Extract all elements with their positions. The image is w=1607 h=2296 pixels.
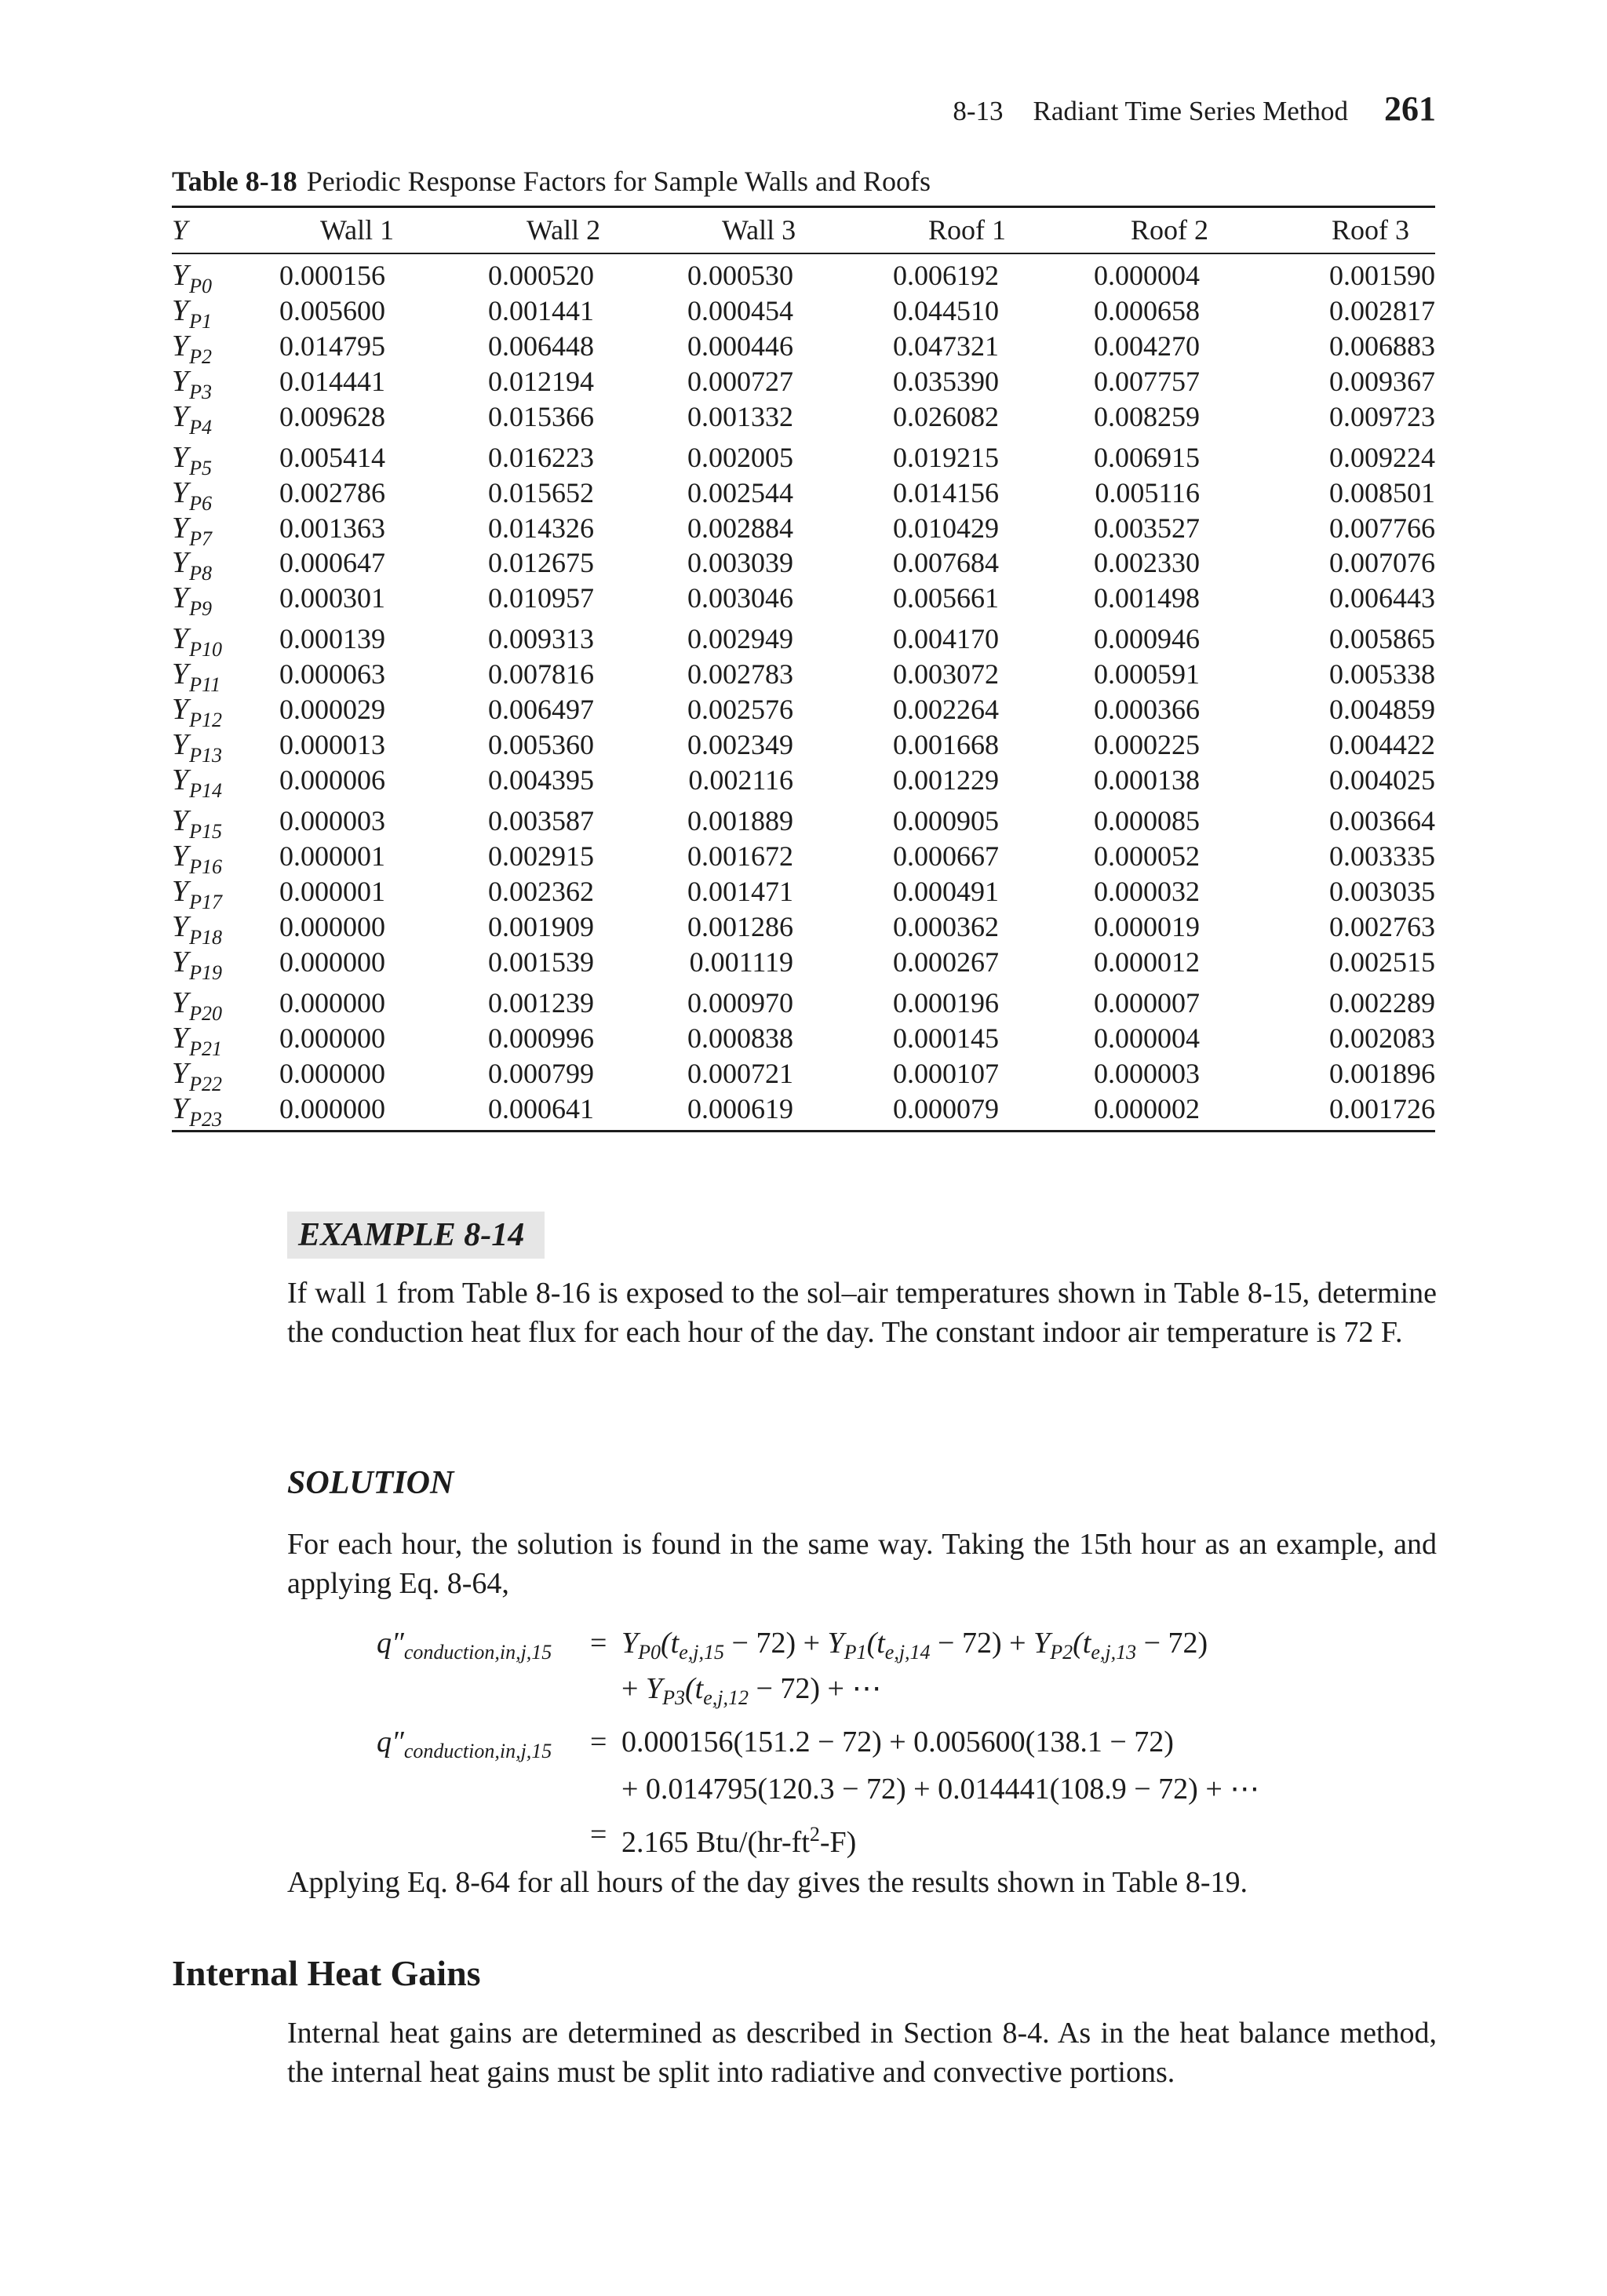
eq-subscript: P2 [1050,1641,1073,1664]
table-cell: 0.002576 [687,694,793,726]
eq-term: + [621,1672,646,1705]
table-cell: 0.005414 [279,441,385,473]
table-cell: 0.000001 [279,840,385,872]
row-label-symbol: Y [172,986,189,1019]
table-cell: 0.001363 [279,512,385,544]
table-cell: 0.000454 [687,294,793,326]
row-label-symbol: Y [172,728,189,762]
table-cell: 0.001539 [488,946,594,978]
table-cell: 0.001119 [689,946,793,978]
eq-term: (t [866,1627,885,1660]
row-label-subscript: P3 [189,380,213,403]
table-cell: 0.002915 [488,840,594,872]
running-header [953,89,1436,129]
table-cell: 0.000996 [488,1022,594,1054]
table-row-label [172,329,213,368]
table-row-label [172,259,213,297]
table-row-label [172,764,223,802]
eq-term: (t [661,1627,680,1660]
table-row-label [172,1092,223,1131]
row-label-symbol: Y [172,909,189,943]
table-cell: 0.000000 [279,1057,385,1089]
table-cell: 0.002005 [687,441,793,473]
table-cell: 0.003587 [488,805,594,837]
table-cell: 0.000138 [1094,764,1200,796]
equation-2-line-2: + 0.014795(120.3 − 72) + 0.014441(108.9 − 72) + ⋯ [621,1773,1260,1806]
row-label-symbol: Y [172,840,189,873]
equation-1-lhs [377,1624,552,1671]
table-cell: 0.000032 [1094,875,1200,907]
eq-term: (t [684,1672,704,1705]
table-cell: 0.002786 [279,476,385,508]
table-cell: 0.035390 [893,365,999,397]
table-cell: 0.009367 [1329,365,1435,397]
table-col-header: Wall 2 [527,214,601,246]
table-cell: 0.000002 [1094,1092,1200,1124]
equation-1-equals: = [590,1627,607,1660]
table-cell: 0.002783 [687,658,793,691]
table-cell: 0.047321 [893,330,999,362]
eq-term: − 72) + ⋯ [756,1672,882,1705]
table-cell: 0.000004 [1094,260,1200,291]
table-title: Periodic Response Factors for Sample Walls and Roofs [306,166,931,197]
table-col-header: Wall 3 [722,214,796,246]
table-top-rule [172,206,1435,208]
table-col-header: Roof 3 [1332,214,1409,246]
table-row-label [172,476,213,515]
table-cell: 0.000196 [893,986,999,1019]
table-cell: 0.001332 [687,400,793,432]
eq-subscript: conduction,in,j,15 [403,1641,552,1664]
table-cell: 0.000156 [279,260,385,291]
row-label-symbol: Y [172,476,189,509]
table-cell: 0.004395 [488,764,594,796]
table-cell: 0.002264 [893,694,999,726]
eq-term: Y [1033,1627,1051,1660]
table-cell: 0.001498 [1094,582,1200,614]
table-cell: 0.044510 [893,294,999,326]
row-label-symbol: Y [172,804,189,838]
table-cell: 0.005865 [1329,623,1435,655]
table-cell: 0.006443 [1329,582,1435,614]
table-cell: 0.000003 [279,805,385,837]
row-label-subscript: P18 [189,925,223,949]
table-cell: 0.007684 [893,547,999,579]
table-cell: 0.007757 [1094,365,1200,397]
solution-text: For each hour, the solution is found in the same way. Taking the 15th hour as an example, and applying Eq. 8-64, [287,1528,1437,1600]
table-cell: 0.000301 [279,582,385,614]
row-label-subscript: P8 [189,562,213,585]
table-cell: 0.014441 [279,365,385,397]
row-label-symbol: Y [172,945,189,979]
table-cell: 0.008501 [1329,476,1435,508]
table-cell: 0.000001 [279,875,385,907]
table-cell: 0.000838 [687,1022,793,1054]
row-label-symbol: Y [172,1056,189,1090]
header-section-number: 8-13 [953,96,1004,126]
row-label-symbol: Y [172,581,189,615]
table-cell: 0.007076 [1329,547,1435,579]
table-cell: 0.000139 [279,623,385,655]
row-label-symbol: Y [172,874,189,908]
table-cell: 0.001441 [488,294,594,326]
row-label-symbol: Y [172,293,189,327]
row-label-subscript: P6 [189,491,213,515]
table-cell: 0.026082 [893,400,999,432]
table-cell: 0.005360 [488,729,594,761]
table-cell: 0.000225 [1094,729,1200,761]
row-label-subscript: P17 [189,890,223,913]
table-cell: 0.010429 [893,512,999,544]
equation-2-lhs [377,1723,552,1770]
eq-term: − 72) [1143,1627,1208,1660]
table-cell: 0.004025 [1329,764,1435,796]
equation-2-line-1: 0.000156(151.2 − 72) + 0.005600(138.1 − 72) [621,1726,1174,1758]
table-cell: 0.006497 [488,694,594,726]
table-cell: 0.000799 [488,1057,594,1089]
eq-term: Y [645,1672,663,1705]
row-label-subscript: P16 [189,855,223,878]
eq-superscript: 2 [809,1823,820,1846]
row-label-symbol: Y [172,546,189,580]
eq-term: Y [827,1627,844,1660]
table-cell: 0.014156 [893,476,999,508]
table-cell: 0.004170 [893,623,999,655]
row-label-subscript: P15 [189,820,223,844]
table-cell: 0.000667 [893,840,999,872]
table-row-label [172,364,213,403]
table-row-label [172,728,223,767]
eq-subscript: e,j,15 [679,1641,725,1664]
row-label-symbol: Y [172,622,189,656]
table-cell: 0.002515 [1329,946,1435,978]
table-label: Table 8-18 [172,166,297,197]
table-cell: 0.009313 [488,623,594,655]
table-cell: 0.000063 [279,658,385,691]
table-cell: 0.000052 [1094,840,1200,872]
table-cell: 0.000019 [1094,910,1200,942]
row-label-symbol: Y [172,511,189,545]
table-cell: 0.005661 [893,582,999,614]
table-cell: 0.004859 [1329,694,1435,726]
solution-heading: SOLUTION [287,1465,454,1501]
table-cell: 0.000267 [893,946,999,978]
table-row-label [172,909,223,949]
table-row-label [172,874,223,913]
table-cell: 0.010957 [488,582,594,614]
table-cell: 0.000004 [1094,1022,1200,1054]
table-cell: 0.000721 [687,1057,793,1089]
table-cell: 0.014326 [488,512,594,544]
header-section-title: Radiant Time Series Method [1033,96,1348,126]
table-row-label [172,581,213,621]
section-paragraph: Internal heat gains are determined as described in Section 8-4. As in the heat balance method, the internal heat gains must be split into radiative and convective portions. [287,2017,1437,2089]
table-cell: 0.000013 [279,729,385,761]
table-col-header: Roof 2 [1131,214,1208,246]
table-cell: 0.006192 [893,260,999,291]
table-row-label [172,840,223,878]
equation-1-line-2 [621,1670,881,1717]
table-col-header: Wall 1 [320,214,395,246]
row-label-subscript: P14 [189,779,223,802]
table-cell: 0.003072 [893,658,999,691]
table-cell: 0.003664 [1329,805,1435,837]
row-label-subscript: P0 [189,275,213,297]
row-label-symbol: Y [172,658,189,691]
table-cell: 0.000003 [1094,1057,1200,1089]
table-cell: 0.006915 [1094,441,1200,473]
table-cell: 0.001896 [1329,1057,1435,1089]
table-cell: 0.005338 [1329,658,1435,691]
table-row-header: Y [172,214,188,246]
row-label-subscript: P1 [189,309,213,333]
table-cell: 0.002544 [687,476,793,508]
table-cell: 0.003527 [1094,512,1200,544]
row-label-subscript: P2 [189,344,213,368]
table-cell: 0.001726 [1329,1092,1435,1124]
row-label-subscript: P22 [189,1072,223,1095]
equation-1-line-1 [621,1624,1208,1671]
table-cell: 0.005116 [1095,476,1200,508]
table-cell: 0.000085 [1094,805,1200,837]
eq-subscript: P0 [638,1641,661,1664]
table-cell: 0.000012 [1094,946,1200,978]
table-cell: 0.002763 [1329,910,1435,942]
equation-2-result [621,1816,856,1861]
table-cell: 0.015366 [488,400,594,432]
table-cell: 0.000000 [279,1092,385,1124]
table-cell: 0.009628 [279,400,385,432]
table-cell: 0.007816 [488,658,594,691]
table-cell: 0.001889 [687,805,793,837]
table-cell: 0.001909 [488,910,594,942]
table-cell: 0.002817 [1329,294,1435,326]
table-cell: 0.000491 [893,875,999,907]
eq-subscript: conduction,in,j,15 [403,1740,552,1762]
row-label-subscript: P13 [189,744,223,767]
row-label-symbol: Y [172,329,189,363]
table-row-label [172,1056,223,1095]
table-cell: 0.002362 [488,875,594,907]
table-row-label [172,546,213,585]
table-cell: 0.000727 [687,365,793,397]
table-cell: 0.000591 [1094,658,1200,691]
table-cell: 0.000446 [687,330,793,362]
table-cell: 0.000530 [687,260,793,291]
table-cell: 0.001239 [488,986,594,1019]
table-cell: 0.000007 [1094,986,1200,1019]
row-label-symbol: Y [172,1021,189,1055]
eq-subscript: P1 [844,1641,867,1664]
table-row-label [172,1021,223,1060]
table-cell: 0.012675 [488,547,594,579]
table-cell: 0.000145 [893,1022,999,1054]
table-cell: 0.009224 [1329,441,1435,473]
eq-term: -F) [819,1826,857,1859]
row-label-symbol: Y [172,440,189,474]
row-label-symbol: Y [172,364,189,398]
table-row-label [172,293,213,333]
eq-subscript: e,j,14 [884,1641,931,1664]
table-cell: 0.002884 [687,512,793,544]
table-cell: 0.001229 [893,764,999,796]
row-label-subscript: P21 [189,1037,223,1060]
table-cell: 0.004270 [1094,330,1200,362]
row-label-symbol: Y [172,764,189,796]
table-cell: 0.006883 [1329,330,1435,362]
row-label-subscript: P4 [189,415,213,439]
table-cell: 0.000905 [893,805,999,837]
table-row-label [172,399,213,439]
table-cell: 0.012194 [488,365,594,397]
row-label-symbol: Y [172,399,189,433]
equation-2-equals-result: = [590,1818,607,1851]
table-cell: 0.000362 [893,910,999,942]
row-label-subscript: P23 [189,1107,223,1131]
page-number: 261 [1384,89,1436,128]
table-cell: 0.003035 [1329,875,1435,907]
table-cell: 0.001590 [1329,260,1435,291]
row-label-symbol: Y [172,259,189,292]
row-label-subscript: P9 [189,597,213,621]
table-row-label [172,804,223,844]
table-cell: 0.001672 [687,840,793,872]
table-row-label [172,986,223,1025]
eq-subscript: P3 [662,1686,685,1709]
table-header-rule [172,253,1435,254]
example-label: EXAMPLE 8-14 [298,1217,525,1253]
section-heading: Internal Heat Gains [172,1953,481,1993]
table-cell: 0.008259 [1094,400,1200,432]
row-label-symbol: Y [172,693,189,727]
table-cell: 0.009723 [1329,400,1435,432]
table-caption [172,165,931,198]
table-cell: 0.000520 [488,260,594,291]
table-cell: 0.000029 [279,694,385,726]
row-label-subscript: P12 [189,709,223,732]
table-cell: 0.000641 [488,1092,594,1124]
table-cell: 0.007766 [1329,512,1435,544]
table-cell: 0.000000 [279,946,385,978]
row-label-symbol: Y [172,1092,189,1125]
table-cell: 0.003335 [1329,840,1435,872]
table-cell: 0.000658 [1094,294,1200,326]
table-cell: 0.000006 [279,764,385,796]
eq-subscript: e,j,12 [703,1686,749,1709]
eq-term: 2.165 Btu/(hr-ft [621,1826,810,1859]
table-col-header: Roof 1 [928,214,1006,246]
row-label-subscript: P11 [189,673,221,697]
table-row-label [172,622,223,661]
table-cell: 0.000107 [893,1057,999,1089]
table-cell: 0.000000 [279,986,385,1019]
eq-term: − 72) + [731,1627,828,1660]
example-conclusion: Applying Eq. 8-64 for all hours of the day gives the results shown in Table 8-19. [287,1866,1248,1899]
table-cell: 0.002949 [687,623,793,655]
table-row-label [172,511,213,550]
table-cell: 0.002330 [1094,547,1200,579]
eq-subscript: e,j,13 [1091,1641,1137,1664]
eq-symbol-q: q″ [377,1726,404,1758]
table-cell: 0.000647 [279,547,385,579]
eq-term: (t [1073,1627,1091,1660]
table-row-label [172,693,223,732]
table-cell: 0.002116 [688,764,793,796]
table-cell: 0.000079 [893,1092,999,1124]
table-row-label [172,945,223,984]
table-cell: 0.000619 [687,1092,793,1124]
table-cell: 0.002349 [687,729,793,761]
table-cell: 0.000970 [687,986,793,1019]
table-cell: 0.015652 [488,476,594,508]
table-cell: 0.019215 [893,441,999,473]
table-bottom-rule [172,1130,1435,1132]
eq-term: − 72) + [938,1627,1034,1660]
table-cell: 0.001471 [687,875,793,907]
table-cell: 0.005600 [279,294,385,326]
table-cell: 0.003039 [687,547,793,579]
table-cell: 0.006448 [488,330,594,362]
row-label-subscript: P19 [189,960,223,984]
equation-2-equals: = [590,1726,607,1758]
table-cell: 0.000000 [279,910,385,942]
table-cell: 0.004422 [1329,729,1435,761]
table-cell: 0.002289 [1329,986,1435,1019]
example-problem-text: If wall 1 from Table 8-16 is exposed to the sol–air temperatures shown in Table 8-15, determine the conduction heat flux for each hour of the day. The constant indoor air temperature is 72 F. [287,1277,1437,1349]
table-cell: 0.000000 [279,1022,385,1054]
table-cell: 0.000946 [1094,623,1200,655]
row-label-subscript: P7 [189,527,213,550]
eq-symbol-q: q″ [377,1627,404,1660]
table-cell: 0.001668 [893,729,999,761]
table-cell: 0.016223 [488,441,594,473]
row-label-subscript: P5 [189,456,213,479]
table-cell: 0.003046 [687,582,793,614]
table-cell: 0.000366 [1094,694,1200,726]
table-cell: 0.001286 [687,910,793,942]
table-row-label [172,658,221,697]
row-label-subscript: P10 [189,638,223,661]
table-row-label [172,440,213,479]
table-cell: 0.014795 [279,330,385,362]
row-label-subscript: P20 [189,1001,223,1025]
table-cell: 0.002083 [1329,1022,1435,1054]
eq-term: Y [621,1627,639,1660]
